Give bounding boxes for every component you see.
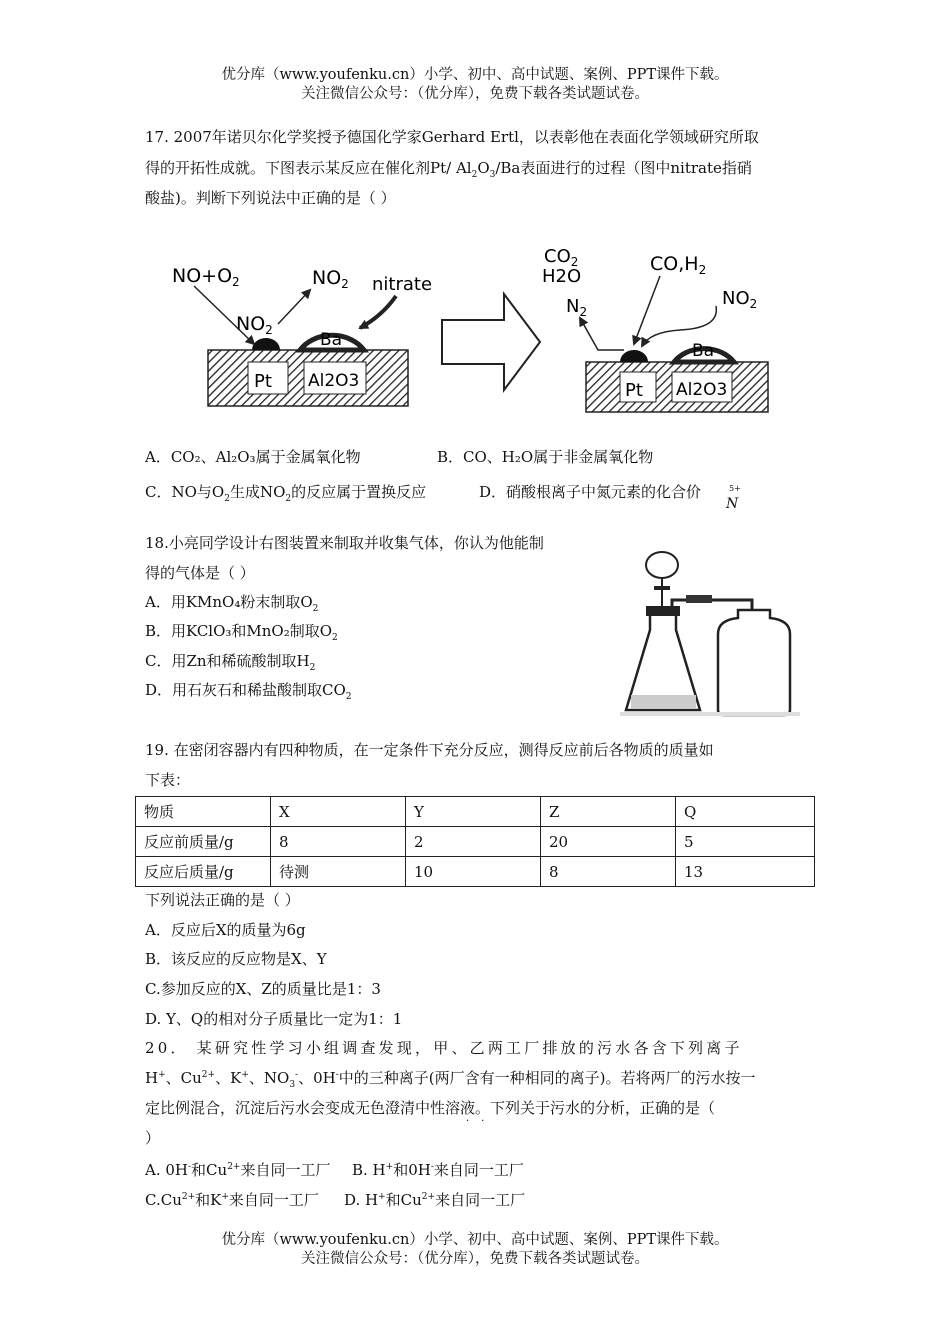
process-arrow: [442, 294, 540, 390]
arrow-to-no2: [278, 290, 310, 324]
left-no2-surface-label: $NO_2$: [236, 313, 273, 337]
table-cell: 物质: [136, 797, 271, 827]
right-ba-label: Ba: [692, 341, 715, 361]
left-pt-particle: [252, 338, 280, 350]
table-header-row: [136, 797, 815, 827]
footer-line-1: 优分库（www.youfenku.cn）小学、初中、高中试题、案例、PPT课件下载。: [221, 1232, 729, 1248]
arrow-to-n2: [580, 318, 624, 350]
q18-stem-line-2: 得的气体是（ ）: [145, 564, 255, 582]
q17-stem-line-1: 17. 2007年诺贝尔化学奖授予德国化学家Gerhard Ertl，以表彰他在表面化学领域研究所取: [145, 128, 759, 146]
left-nitrate-label: nitrate: [372, 274, 433, 295]
q20-stem-line-3: 定比例混合，沉淀后污水会变成无色澄清中性溶液。下列关于污水的分析，正确的是（: [145, 1099, 716, 1117]
tube-connector: [686, 595, 712, 603]
right-h2o-label: H2O: [542, 266, 582, 287]
q20-stem-line-4: ）: [145, 1129, 161, 1147]
left-ba-label: Ba: [320, 330, 343, 350]
table-cell: 5: [676, 827, 815, 857]
table-row: [136, 827, 815, 857]
flask-liquid: [631, 695, 696, 708]
q19-stem-line-1: 19. 在密闭容器内有四种物质，在一定条件下充分反应，测得反应前后各物质的质量如: [145, 741, 714, 759]
flask-stopper: [646, 606, 680, 616]
q20-option-a: A. 0H-和$Cu^{2+}$来自同一工厂: [145, 1161, 331, 1179]
q19-option-b: B．该反应的反应物是X、Y: [145, 950, 327, 968]
left-no2-top-label: $NO_2$: [312, 267, 349, 291]
q20-option-d: D. H+和$Cu^{2+}$来自同一工厂: [344, 1191, 526, 1209]
q17-option-a: A．CO₂、Al₂O₃属于金属氧化物: [145, 448, 361, 466]
arrow-nitrate: [360, 296, 396, 328]
q17-option-b: B．CO、H₂O属于非金属氧化物: [437, 448, 654, 466]
right-n2-label: $N_2$: [566, 296, 588, 319]
table-cell: 待测: [271, 857, 406, 887]
table-row: [136, 857, 815, 887]
table-cell: 10: [406, 857, 541, 887]
footer-line-2: 关注微信公众号：（优分库），免费下载各类试题试卷。: [301, 1251, 649, 1267]
right-co-h2-label: $CO,H_2$: [650, 253, 707, 277]
funnel-bulb: [646, 552, 678, 578]
emphasis-dots: ··: [466, 1116, 497, 1127]
table-cell: Y: [406, 797, 541, 827]
table-cell: 反应后质量/g: [136, 857, 271, 887]
q17-stem-line-3: 酸盐)。判断下列说法中正确的是（ ）: [145, 189, 396, 207]
table-cell: 反应前质量/g: [136, 827, 271, 857]
q19-stem-line-2: 下表：: [145, 771, 191, 789]
header-line-2: 关注微信公众号：（优分库），免费下载各类试题试卷。: [301, 86, 649, 102]
q20-option-c: $C.Cu^{2+}$和K+来自同一工厂: [145, 1191, 319, 1209]
table-cell: X: [271, 797, 406, 827]
right-co2-label: $CO_2$: [544, 246, 579, 269]
gas-bottle: [718, 610, 790, 715]
q17-stem-line-2: 得的开拓性成就。下图表示某反应在催化剂Pt/ $Al_2O_3/Ba$表面进行的过程（图中nitrate指硝: [145, 159, 752, 180]
q18-apparatus-figure: [620, 550, 805, 730]
table-cell: 13: [676, 857, 815, 887]
right-pt-label: Pt: [625, 380, 643, 401]
q20-stem-line-1: 20． 某研究性学习小组调查发现，甲、乙两工厂排放的污水各含下列离子: [145, 1039, 743, 1057]
left-al2o3-label: Al2O3: [308, 371, 360, 391]
q18-option-b: B．用KClO₃和MnO₂制取$O_2$: [145, 622, 338, 643]
left-no-o2-label: $NO+O_2$: [172, 265, 240, 289]
q18-option-a: A．用KMnO₄粉末制取$O_2$: [145, 593, 319, 614]
table-cell: Z: [541, 797, 676, 827]
right-no2-label: $NO_2$: [722, 288, 758, 311]
q19-mass-table: [135, 796, 815, 887]
q20-option-b: B. H+和0H-来自同一工厂: [352, 1161, 524, 1179]
q19-option-a: A．反应后X的质量为6g: [145, 921, 306, 939]
tray: [620, 712, 800, 716]
q17-option-d: D．硝酸根离子中氮元素的化合价: [479, 483, 702, 501]
header-line-1: 优分库（www.youfenku.cn）小学、初中、高中试题、案例、PPT课件下载。: [221, 67, 729, 83]
q18-option-d: D．用石灰石和稀盐酸制取$CO_2$: [145, 681, 352, 702]
q18-option-c: C．用Zn和稀硫酸制取$H_2$: [145, 652, 316, 673]
q17-option-c: C．NO与$O_2$生成$NO_2$的反应属于置换反应: [145, 483, 427, 504]
q17-catalyst-figure: [160, 232, 780, 422]
table-cell: Q: [676, 797, 815, 827]
table-cell: 8: [271, 827, 406, 857]
arrow-co-h2: [634, 276, 660, 344]
right-al2o3-label: Al2O3: [676, 380, 728, 400]
table-cell: 20: [541, 827, 676, 857]
left-pt-label: Pt: [254, 371, 272, 392]
table-cell: 2: [406, 827, 541, 857]
q19-option-d: D. Y、Q的相对分子质量比一定为1：1: [145, 1010, 403, 1028]
table-cell: 8: [541, 857, 676, 887]
q19-prompt: 下列说法正确的是（ ）: [145, 891, 300, 909]
q20-stem-line-2: H+、$Cu^{2+}$、K+、$NO_3^-$、0H-中的三种离子(两厂含有一种相同的离子)。若将两厂的污水按一: [145, 1069, 756, 1090]
stopcock: [654, 586, 670, 590]
q19-option-c: C.参加反应的X、Z的质量比是1：3: [145, 980, 381, 998]
q17-nitrogen-valence: 5+ N: [726, 484, 741, 512]
q18-stem-line-1: 18.小亮同学设计右图装置来制取并收集气体，你认为他能制: [145, 534, 544, 552]
right-pt-particle: [620, 350, 648, 362]
arrow-no2-loop: [642, 306, 716, 346]
